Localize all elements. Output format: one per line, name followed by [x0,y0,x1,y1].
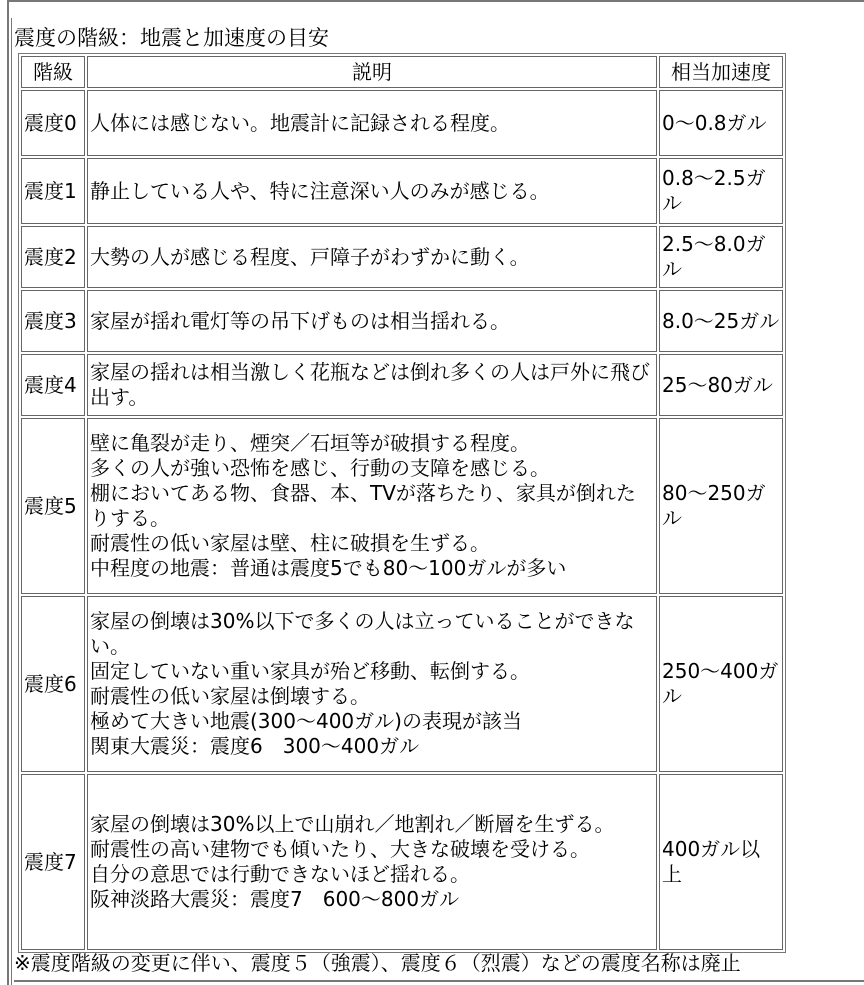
description-line: 耐震性の高い建物でも傾いたり、大きな破壊を受ける。 [90,837,590,861]
table-row [21,418,783,594]
table-row [21,354,783,416]
cell-acceleration: 2.5〜8.0ガル [659,226,783,288]
divider [14,980,864,982]
cell-acceleration: 400ガル以上 [659,774,783,950]
description-line: 棚においてある物、食器、本、TVが落ちたり、家具が倒れたりする。 [90,481,636,530]
description-line: 耐震性の低い家屋は壁、柱に破損を生ずる。 [90,531,490,555]
cell-acceleration: 0.8〜2.5ガル [659,158,783,224]
cell-acceleration: 80〜250ガル [659,418,783,594]
description-line: 人体には感じない。地震計に記録される程度。 [90,110,510,135]
cell-description [87,596,657,772]
cell-level: 震度0 [21,90,85,156]
cell-description [87,90,657,156]
cell-description [87,226,657,288]
description-line: 耐震性の低い家屋は倒壊する。 [90,684,370,708]
table-row [21,596,783,772]
description-line: 阪神淡路大震災：震度7 600〜800ガル [90,887,460,911]
seismic-intensity-table [18,53,786,953]
cell-level: 震度1 [21,158,85,224]
cell-description [87,774,657,950]
cell-level: 震度7 [21,774,85,950]
description-line: 自分の意思では行動できないほど揺れる。 [90,862,470,886]
table-row [21,90,783,156]
description-line: 固定していない重い家具が殆ど移動、転倒する。 [90,659,530,683]
header-level: 階級 [21,56,85,88]
description-line: 家屋の倒壊は30%以上で山崩れ／地割れ／断層を生ずる。 [90,812,615,836]
cell-level: 震度3 [21,290,85,352]
description-line: 中程度の地震：普通は震度5でも80〜100ガルが多い [90,556,567,580]
cell-acceleration: 250〜400ガル [659,596,783,772]
table-row [21,290,783,352]
footnote: ※震度階級の変更に伴い、震度５（強震）、震度６（烈震）などの震度名称は廃止 [14,951,741,975]
description-line: 家屋の倒壊は30%以下で多くの人は立っていることができない。 [90,609,635,658]
cell-acceleration: 8.0〜25ガル [659,290,783,352]
description-line: 大勢の人が感じる程度、戸障子がわずかに動く。 [90,244,530,269]
cell-level: 震度5 [21,418,85,594]
description-line: 家屋が揺れ電灯等の吊下げものは相当揺れる。 [90,308,510,333]
table-row [21,226,783,288]
description-line: 多くの人が強い恐怖を感じ、行動の支障を感じる。 [90,456,550,480]
table-row [21,158,783,224]
cell-description [87,290,657,352]
header-acceleration: 相当加速度 [659,56,783,88]
cell-description [87,354,657,416]
table-row [21,774,783,950]
cell-description [87,158,657,224]
cell-level: 震度2 [21,226,85,288]
header-row [21,56,783,88]
description-line: 家屋の揺れは相当激しく花瓶などは倒れ多くの人は戸外に飛び出す。 [90,360,650,409]
cell-level: 震度4 [21,354,85,416]
cell-acceleration: 0〜0.8ガル [659,90,783,156]
description-line: 壁に亀裂が走り、煙突／石垣等が破損する程度。 [90,431,530,455]
description-line: 静止している人や、特に注意深い人のみが感じる。 [90,178,550,203]
description-line: 極めて大きい地震(300〜400ガル)の表現が該当 [90,709,522,733]
description-line: 関東大震災：震度6 300〜400ガル [90,734,420,758]
table-title: 震度の階級：地震と加速度の目安 [14,26,329,50]
cell-level: 震度6 [21,596,85,772]
cell-description [87,418,657,594]
header-description: 説明 [87,56,657,88]
cell-acceleration: 25〜80ガル [659,354,783,416]
